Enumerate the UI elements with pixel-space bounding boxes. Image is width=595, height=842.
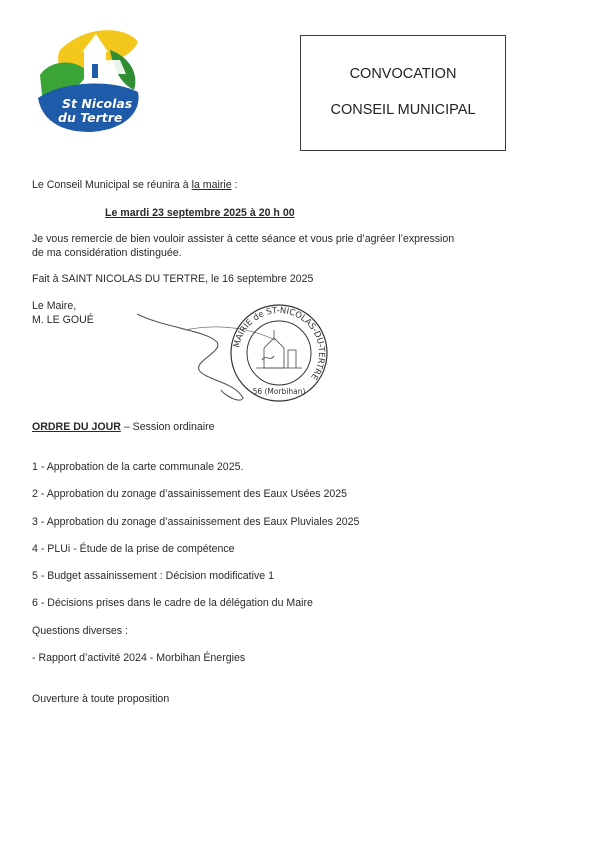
municipality-logo (30, 20, 150, 140)
agenda-item: 1 - Approbation de la carte communale 2025. (32, 461, 244, 473)
logo-text-line2: du Tertre (58, 110, 123, 125)
agenda-item: 5 - Budget assainissement : Décision modificative 1 (32, 570, 275, 582)
misc-heading: Questions diverses : (32, 625, 128, 637)
agenda-item: 2 - Approbation du zonage d’assainissement des Eaux Usées 2025 (32, 488, 348, 500)
agenda-session: – Session ordinaire (120, 421, 215, 433)
title-box (300, 35, 506, 151)
agenda-item: 4 - PLUi - Étude de la prise de compétence (32, 543, 235, 555)
official-seal (228, 302, 330, 404)
agenda-heading-line (32, 420, 215, 434)
logo-text-line1: St Nicolas (62, 96, 133, 111)
seal-bottom-text: 56 (Morbihan) (252, 387, 306, 396)
courtesy-line-2: de ma considération distinguée. (32, 247, 182, 259)
intro-line (32, 178, 238, 192)
courtesy-line-1: Je vous remercie de bien vouloir assister à cette séance et vous prie d’agréer l’expression (32, 233, 455, 245)
agenda-heading: ORDRE DU JOUR (32, 421, 121, 433)
intro-suffix: : (231, 179, 238, 191)
closing-line: Ouverture à toute proposition (32, 693, 170, 705)
meeting-date: Le mardi 23 septembre 2025 à 20 h 00 (105, 207, 295, 219)
title-line-2: CONSEIL MUNICIPAL (330, 102, 476, 118)
misc-item: - Rapport d’activité 2024 - Morbihan Énergies (32, 652, 246, 664)
meeting-place: la mairie (191, 179, 232, 191)
agenda-item: 3 - Approbation du zonage d’assainissement des Eaux Pluviales 2025 (32, 516, 360, 528)
agenda-item: 6 - Décisions prises dans le cadre de la délégation du Maire (32, 597, 313, 609)
seal-ring-textpath: MAIRIE de ST-NICOLAS-DU-TERTRE (232, 305, 327, 382)
signatory-role: Le Maire, (32, 300, 77, 312)
signatory-name: M. LE GOUÉ (32, 314, 94, 326)
signed-at: Fait à SAINT NICOLAS DU TERTRE, le 16 septembre 2025 (32, 273, 314, 285)
title-line-1: CONVOCATION (349, 66, 457, 82)
intro-prefix: Le Conseil Municipal se réunira à (32, 179, 192, 191)
